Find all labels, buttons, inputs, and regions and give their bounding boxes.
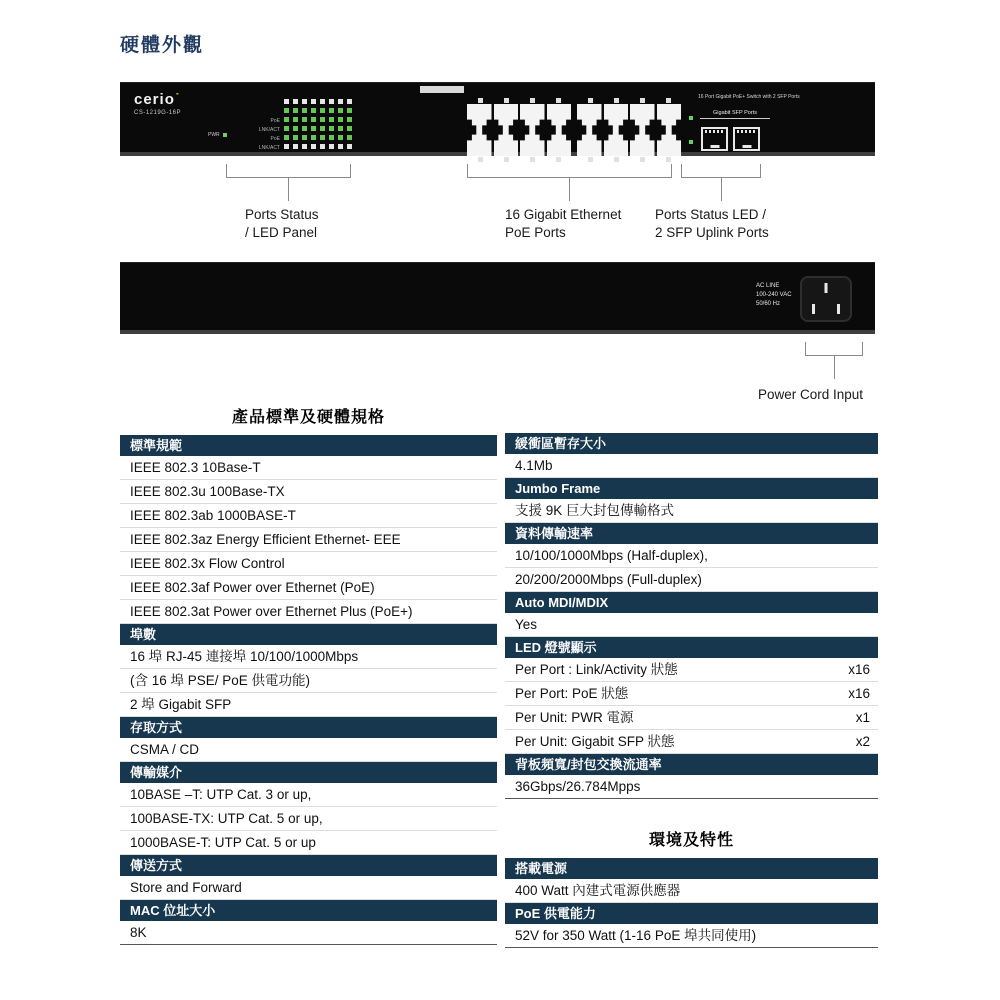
spec-row-kv bbox=[505, 658, 878, 682]
led-indicator bbox=[338, 135, 343, 140]
bracket-power-cord-stem bbox=[834, 356, 835, 379]
led-indicator bbox=[284, 135, 289, 140]
left-spec-table bbox=[120, 404, 497, 945]
section-header-data-rate: 資料傳輸速率 bbox=[505, 523, 878, 544]
spec-row: IEEE 802.3x Flow Control bbox=[120, 552, 497, 576]
led-indicator bbox=[284, 117, 289, 122]
led-indicator bbox=[329, 126, 334, 131]
inlet-prong bbox=[825, 283, 828, 293]
led-indicator bbox=[347, 126, 352, 131]
led-indicator bbox=[302, 144, 307, 149]
section-header-access-method: 存取方式 bbox=[120, 717, 497, 738]
spec-row: 20/200/2000Mbps (Full-duplex) bbox=[505, 568, 878, 592]
led-indicator bbox=[329, 117, 334, 122]
switch-back-panel bbox=[120, 262, 875, 334]
kv-value: x1 bbox=[855, 710, 870, 725]
pwr-led-dot bbox=[223, 133, 227, 137]
led-row bbox=[284, 144, 352, 149]
callout-line: Ports Status bbox=[245, 207, 319, 222]
section-header-buffer: 緩衝區暫存大小 bbox=[505, 433, 878, 454]
spec-row: 10BASE –T: UTP Cat. 3 or up, bbox=[120, 783, 497, 807]
rj45-port bbox=[604, 104, 629, 130]
spec-row: Store and Forward bbox=[120, 876, 497, 900]
led-indicator bbox=[338, 144, 343, 149]
section-header-jumbo-frame: Jumbo Frame bbox=[505, 478, 878, 499]
led-indicator bbox=[338, 99, 343, 104]
sfp-ports-label: Gigabit SFP Ports bbox=[700, 110, 770, 119]
spec-row: (含 16 埠 PSE/ PoE 供電功能) bbox=[120, 669, 497, 693]
rj45-port bbox=[494, 104, 519, 130]
port-led bbox=[504, 98, 509, 103]
port-led bbox=[666, 157, 671, 162]
kv-label: Per Unit: PWR 電源 bbox=[515, 710, 634, 725]
led-indicator bbox=[311, 99, 316, 104]
led-indicator bbox=[302, 99, 307, 104]
spec-row: 10/100/1000Mbps (Half-duplex), bbox=[505, 544, 878, 568]
power-inlet bbox=[800, 276, 852, 322]
brand-logo: cerio˙ bbox=[134, 91, 181, 108]
port-led-row bbox=[577, 98, 681, 103]
section-header-forwarding: 傳送方式 bbox=[120, 855, 497, 876]
switch-front-panel bbox=[120, 82, 875, 156]
rj45-port bbox=[577, 104, 602, 130]
spec-row-kv bbox=[505, 706, 878, 730]
port-led bbox=[556, 98, 561, 103]
led-row bbox=[284, 99, 352, 104]
led-label-lnkact-1: LNK/ACT bbox=[258, 127, 280, 133]
pwr-led bbox=[208, 132, 227, 138]
device-description-text: 16 Port Gigabit PoE+ Switch with 2 SFP Ports bbox=[698, 94, 800, 100]
led-indicator bbox=[320, 108, 325, 113]
rj45-port bbox=[630, 104, 655, 130]
right-spec-table bbox=[505, 433, 878, 948]
rj45-port bbox=[547, 130, 572, 156]
inlet-prong bbox=[812, 304, 815, 314]
spec-row: 1000BASE-T: UTP Cat. 5 or up bbox=[120, 831, 497, 855]
spec-row: 100BASE-TX: UTP Cat. 5 or up, bbox=[120, 807, 497, 831]
sfp-slot-2 bbox=[733, 127, 760, 151]
led-indicator bbox=[311, 117, 316, 122]
spec-row: IEEE 802.3az Energy Efficient Ethernet- EEE bbox=[120, 528, 497, 552]
bracket-power-cord bbox=[805, 342, 863, 356]
callout-line: Ports Status LED / bbox=[655, 207, 767, 222]
section-header-mac-table: MAC 位址大小 bbox=[120, 900, 497, 921]
ac-line: 100-240 VAC bbox=[756, 292, 792, 298]
rj45-port bbox=[467, 104, 492, 130]
bracket-sfp-ports bbox=[681, 164, 761, 178]
kv-value: x16 bbox=[848, 662, 870, 677]
led-matrix bbox=[284, 99, 352, 153]
led-indicator bbox=[284, 144, 289, 149]
sfp-led-1 bbox=[689, 116, 693, 120]
bracket-ethernet-ports bbox=[467, 164, 672, 178]
env-table-title: 環境及特性 bbox=[648, 832, 734, 849]
led-indicator bbox=[320, 135, 325, 140]
led-indicator bbox=[338, 108, 343, 113]
led-row bbox=[284, 126, 352, 131]
led-label-poe-2: PoE bbox=[270, 136, 280, 142]
led-indicator bbox=[311, 135, 316, 140]
rj45-port bbox=[467, 130, 492, 156]
led-indicator bbox=[284, 99, 289, 104]
section-header-port-count: 埠數 bbox=[120, 624, 497, 645]
spec-row: IEEE 802.3af Power over Ethernet (PoE) bbox=[120, 576, 497, 600]
spec-row: 4.1Mb bbox=[505, 454, 878, 478]
port-led-row bbox=[467, 157, 571, 162]
port-row-bottom bbox=[467, 130, 571, 156]
port-led bbox=[588, 157, 593, 162]
led-indicator bbox=[329, 99, 334, 104]
led-indicator bbox=[293, 135, 298, 140]
led-indicator bbox=[293, 99, 298, 104]
section-header-power-supply: 搭載電源 bbox=[505, 858, 878, 879]
spec-row: IEEE 802.3u 100Base-TX bbox=[120, 480, 497, 504]
port-led bbox=[614, 157, 619, 162]
model-number: CS-1219G-16P bbox=[134, 110, 182, 116]
bracket-sfp-ports-stem bbox=[721, 178, 722, 201]
led-indicator bbox=[338, 126, 343, 131]
ac-rating-text bbox=[756, 282, 792, 309]
port-led bbox=[478, 157, 483, 162]
callout-line: 2 SFP Uplink Ports bbox=[655, 225, 769, 240]
port-led bbox=[556, 157, 561, 162]
led-indicator bbox=[329, 108, 334, 113]
rj45-port bbox=[604, 130, 629, 156]
port-led bbox=[588, 98, 593, 103]
spec-row: 16 埠 RJ-45 連接埠 10/100/1000Mbps bbox=[120, 645, 497, 669]
led-indicator bbox=[284, 126, 289, 131]
port-info-label bbox=[420, 86, 464, 93]
spec-row: 8K bbox=[120, 921, 497, 945]
rj45-port bbox=[657, 130, 682, 156]
inlet-prong bbox=[837, 304, 840, 314]
section-header-standards: 標準規範 bbox=[120, 435, 497, 456]
bracket-led-panel bbox=[226, 164, 351, 178]
spec-row: Yes bbox=[505, 613, 878, 637]
kv-label: Per Unit: Gigabit SFP 狀態 bbox=[515, 734, 675, 749]
rj45-port bbox=[630, 130, 655, 156]
led-indicator bbox=[347, 135, 352, 140]
port-led bbox=[478, 98, 483, 103]
led-indicator bbox=[347, 99, 352, 104]
spec-row: 2 埠 Gigabit SFP bbox=[120, 693, 497, 717]
spec-row: 400 Watt 內建式電源供應器 bbox=[505, 879, 878, 903]
port-led bbox=[640, 157, 645, 162]
rj45-port bbox=[547, 104, 572, 130]
page-title: 硬體外觀 bbox=[120, 35, 205, 56]
led-indicator bbox=[320, 144, 325, 149]
spec-row: 52V for 350 Watt (1-16 PoE 埠共同使用) bbox=[505, 924, 878, 948]
sfp-led-2 bbox=[689, 140, 693, 144]
port-row-top bbox=[467, 104, 571, 130]
led-indicator bbox=[302, 126, 307, 131]
led-indicator bbox=[338, 117, 343, 122]
led-indicator bbox=[293, 144, 298, 149]
port-led bbox=[614, 98, 619, 103]
spec-row-kv bbox=[505, 682, 878, 706]
port-row-bottom bbox=[577, 130, 681, 156]
led-indicator bbox=[329, 135, 334, 140]
led-indicator bbox=[347, 108, 352, 113]
led-indicator bbox=[320, 117, 325, 122]
rj45-port bbox=[520, 130, 545, 156]
led-row bbox=[284, 108, 352, 113]
left-table-title: 產品標準及硬體規格 bbox=[231, 409, 385, 426]
callout-line: / LED Panel bbox=[245, 225, 318, 240]
ac-line: AC LINE bbox=[756, 283, 780, 289]
pwr-label: PWR bbox=[208, 132, 220, 138]
callout-sfp-uplink-ports bbox=[655, 206, 769, 242]
led-indicator bbox=[320, 99, 325, 104]
led-indicator bbox=[284, 108, 289, 113]
led-row-labels bbox=[250, 108, 280, 153]
led-row bbox=[284, 117, 352, 122]
callout-ports-status-led-panel bbox=[245, 206, 319, 242]
led-indicator bbox=[311, 126, 316, 131]
kv-label: Per Port: PoE 狀態 bbox=[515, 686, 629, 701]
bracket-ethernet-ports-stem bbox=[569, 178, 570, 201]
port-led-row bbox=[577, 157, 681, 162]
spec-row: IEEE 802.3at Power over Ethernet Plus (PoE+) bbox=[120, 600, 497, 624]
ac-line: 50/60 Hz bbox=[756, 301, 781, 307]
led-indicator bbox=[302, 117, 307, 122]
led-indicator bbox=[347, 117, 352, 122]
led-indicator bbox=[347, 144, 352, 149]
port-led bbox=[530, 157, 535, 162]
port-led bbox=[666, 98, 671, 103]
port-led bbox=[530, 98, 535, 103]
led-indicator bbox=[293, 117, 298, 122]
bracket-led-panel-stem bbox=[288, 178, 289, 201]
led-indicator bbox=[293, 108, 298, 113]
led-row bbox=[284, 135, 352, 140]
rj45-port bbox=[657, 104, 682, 130]
led-indicator bbox=[320, 126, 325, 131]
callout-line: PoE Ports bbox=[505, 225, 566, 240]
spec-row-kv bbox=[505, 730, 878, 754]
port-led-row bbox=[467, 98, 571, 103]
spec-row: CSMA / CD bbox=[120, 738, 497, 762]
rj45-port bbox=[577, 130, 602, 156]
led-indicator bbox=[302, 135, 307, 140]
callout-gigabit-poe-ports bbox=[505, 206, 621, 242]
port-led bbox=[504, 157, 509, 162]
rj45-port-block-1 bbox=[467, 97, 571, 163]
spec-row: IEEE 802.3 10Base-T bbox=[120, 456, 497, 480]
sfp-slot-1 bbox=[701, 127, 728, 151]
port-led bbox=[640, 98, 645, 103]
led-indicator bbox=[329, 144, 334, 149]
led-indicator bbox=[311, 144, 316, 149]
kv-label: Per Port : Link/Activity 狀態 bbox=[515, 662, 678, 677]
rj45-port-block-2 bbox=[577, 97, 681, 163]
led-label-lnkact-2: LNK/ACT bbox=[258, 145, 280, 151]
rj45-port bbox=[520, 104, 545, 130]
kv-value: x2 bbox=[855, 734, 870, 749]
callout-power-cord-input: Power Cord Input bbox=[758, 387, 864, 402]
section-header-auto-mdi: Auto MDI/MDIX bbox=[505, 592, 878, 613]
led-label-poe-1: PoE bbox=[270, 118, 280, 124]
spec-row: IEEE 802.3ab 1000BASE-T bbox=[120, 504, 497, 528]
section-header-led-display: LED 燈號顯示 bbox=[505, 637, 878, 658]
section-header-media: 傳輸媒介 bbox=[120, 762, 497, 783]
kv-value: x16 bbox=[848, 686, 870, 701]
port-row-top bbox=[577, 104, 681, 130]
rj45-port bbox=[494, 130, 519, 156]
led-indicator bbox=[293, 126, 298, 131]
section-header-poe-capacity: PoE 供電能力 bbox=[505, 903, 878, 924]
callout-line: 16 Gigabit Ethernet bbox=[505, 207, 622, 222]
led-indicator bbox=[311, 108, 316, 113]
spec-row: 36Gbps/26.784Mpps bbox=[505, 775, 878, 799]
section-header-backplane: 背板頻寬/封包交換流通率 bbox=[505, 754, 878, 775]
spec-row: 支援 9K 巨大封包傳輸格式 bbox=[505, 499, 878, 523]
led-indicator bbox=[302, 108, 307, 113]
